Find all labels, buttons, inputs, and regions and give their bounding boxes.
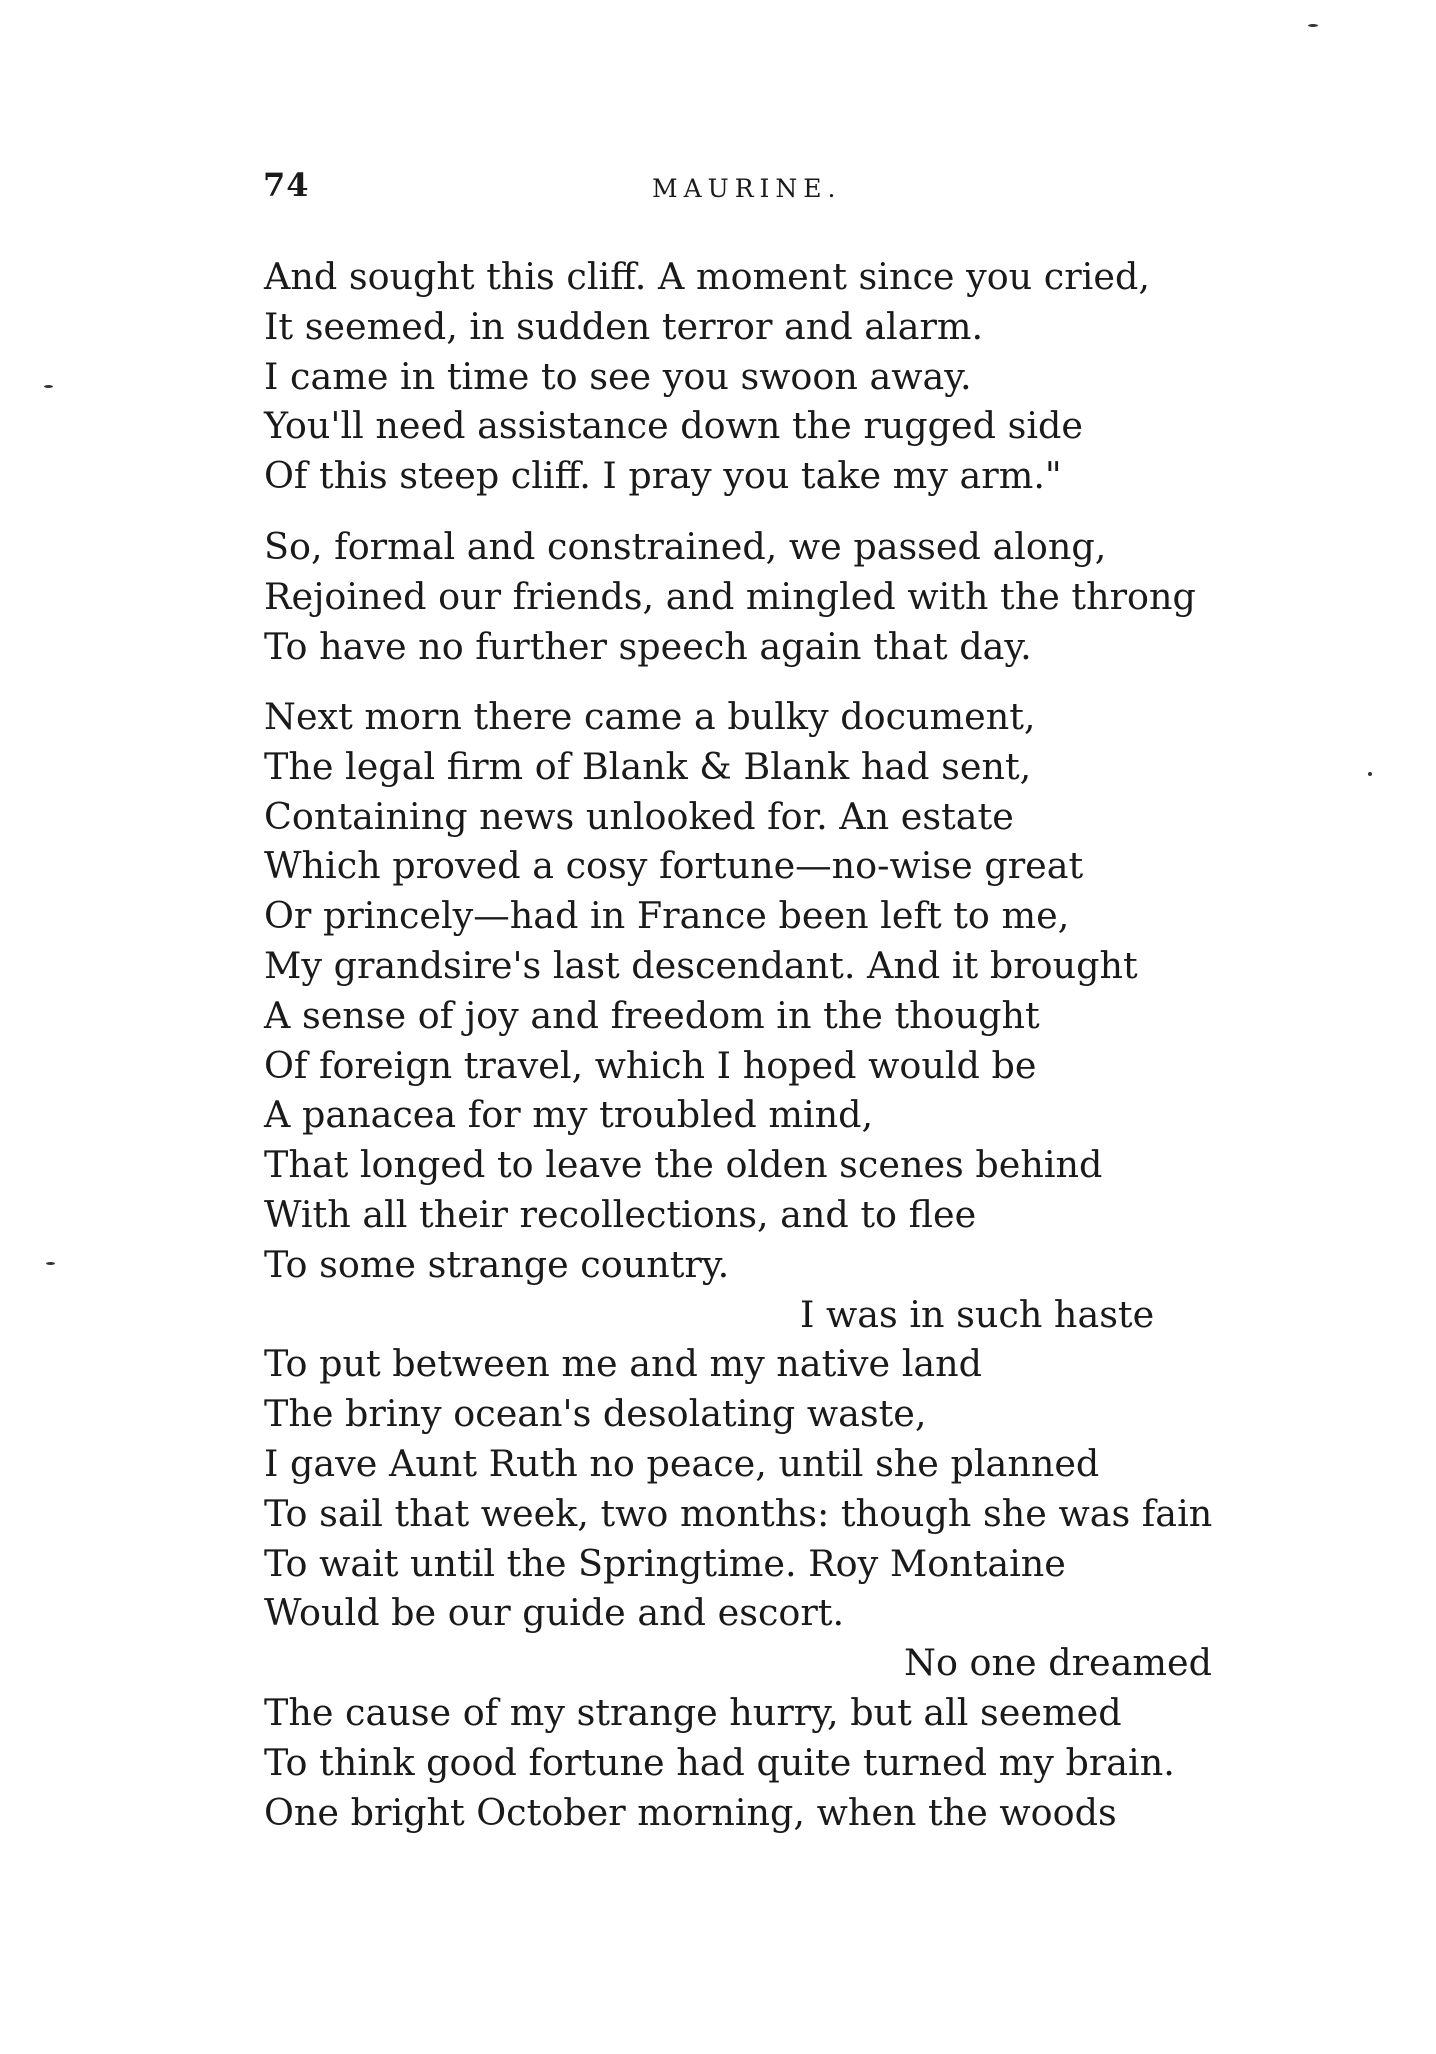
verse-line: A sense of joy and freedom in the thought <box>264 993 1040 1037</box>
stanza <box>264 692 1212 1837</box>
verse-line: To sail that week, two months: though she was fain <box>264 1491 1213 1535</box>
stanza <box>264 252 1150 501</box>
verse-line: Next morn there came a bulky document, <box>264 695 1036 738</box>
verse-line: One bright October morning, when the woods <box>264 1790 1117 1834</box>
verse-line: To think good fortune had quite turned my brain. <box>264 1740 1175 1784</box>
verse-line: Would be our guide and escort. <box>264 1591 845 1635</box>
verse-line: The cause of my strange hurry, but all seemed <box>264 1690 1122 1734</box>
print-speck <box>46 1262 55 1265</box>
verse-line: It seemed, in sudden terror and alarm. <box>264 304 984 348</box>
verse-line: I came in time to see you swoon away. <box>264 354 972 398</box>
running-title: MAURINE. <box>652 174 842 203</box>
verse-line: To put between me and my native land <box>264 1342 983 1386</box>
verse-line: The legal firm of Blank & Blank had sent, <box>264 744 1032 788</box>
page-number: 74 <box>263 166 310 204</box>
verse-line: So, formal and constrained, we passed along, <box>264 525 1107 568</box>
verse-line: You'll need assistance down the rugged side <box>264 404 1083 448</box>
verse-line: Containing news unlooked for. An estate <box>264 794 1014 838</box>
print-speck <box>44 385 53 388</box>
print-speck <box>1308 24 1318 27</box>
verse-line: A panacea for my troubled mind, <box>264 1093 874 1137</box>
print-speck <box>1368 772 1372 776</box>
verse-line: Rejoined our friends, and mingled with the throng <box>264 574 1196 618</box>
verse-line: That longed to leave the olden scenes behind <box>264 1143 1103 1187</box>
verse-line: To some strange country. <box>264 1242 730 1286</box>
verse-line: Which proved a cosy fortune—no-wise great <box>264 844 1084 888</box>
verse-line-indented: I was in such haste <box>800 1292 1155 1336</box>
verse-line: Or princely—had in France been left to me, <box>264 894 1070 938</box>
verse-line: With all their recollections, and to flee <box>264 1192 977 1236</box>
verse-line: Of this steep cliff. I pray you take my arm." <box>264 454 1062 498</box>
verse-line: Of foreign travel, which I hoped would be <box>264 1043 1037 1087</box>
verse-line: To wait until the Springtime. Roy Montaine <box>264 1541 1066 1585</box>
verse-line: The briny ocean's desolating waste, <box>264 1392 927 1436</box>
verse-line-indented: No one dreamed <box>904 1641 1212 1685</box>
verse-line: I gave Aunt Ruth no peace, until she planned <box>264 1441 1100 1485</box>
verse-line: To have no further speech again that day. <box>264 624 1032 668</box>
verse-line: My grandsire's last descendant. And it brought <box>264 943 1138 987</box>
stanza <box>264 522 1196 671</box>
verse-line: And sought this cliff. A moment since you cried, <box>264 255 1150 298</box>
